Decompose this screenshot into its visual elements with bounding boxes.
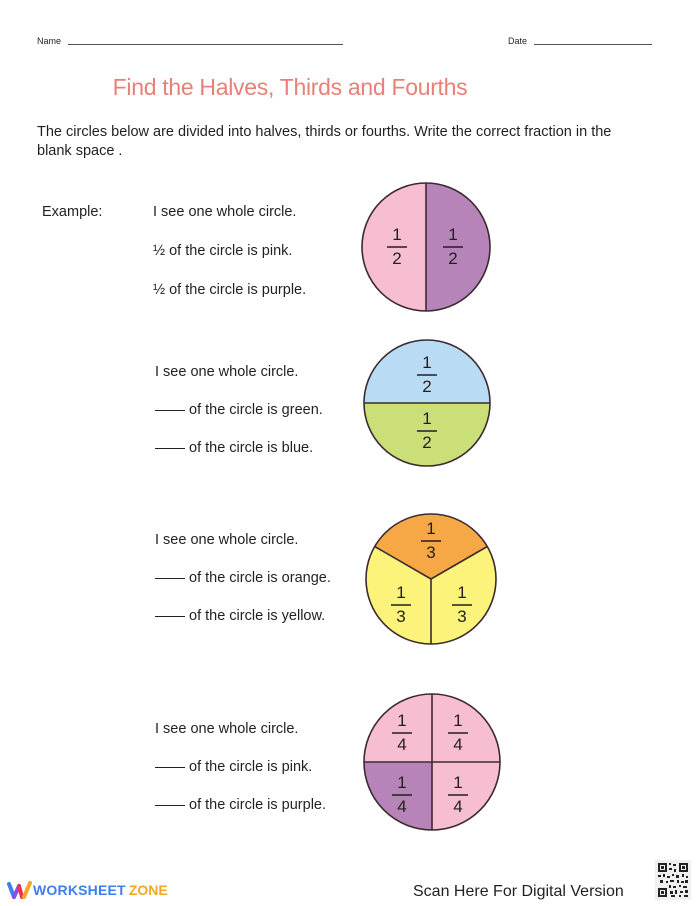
- problem-3-line-2: of the circle is pink.: [155, 759, 312, 775]
- fourths-circle-pink-purple: [362, 692, 502, 832]
- instructions: The circles below are divided into halves, thirds or fourths. Write the correct fraction in the blank space .: [37, 124, 612, 159]
- name-label: Name: [37, 36, 62, 46]
- example-halves-circle: [360, 181, 492, 313]
- page-title: Find the Halves, Thirds and Fourths: [112, 74, 468, 100]
- svg-text:2: 2: [422, 433, 432, 452]
- svg-text:1: 1: [448, 225, 458, 244]
- svg-text:4: 4: [397, 735, 407, 754]
- problem-1-line-2: of the circle is green.: [155, 402, 323, 418]
- brand-primary: WORKSHEET: [33, 882, 126, 898]
- qr-code-icon[interactable]: [655, 860, 691, 900]
- svg-text:3: 3: [426, 543, 436, 562]
- answer-blank[interactable]: [155, 410, 185, 411]
- date-field[interactable]: [534, 44, 652, 45]
- svg-text:1: 1: [426, 519, 436, 538]
- thirds-circle-orange-yellow: [364, 512, 498, 646]
- svg-text:1: 1: [422, 409, 432, 428]
- svg-text:3: 3: [457, 607, 467, 626]
- problem-1-line-1: I see one whole circle.: [155, 364, 299, 380]
- halves-circle-blue-green: [362, 338, 492, 468]
- example-label: Example:: [42, 204, 103, 220]
- example-line-3: ½ of the circle is purple.: [153, 282, 307, 298]
- example-line-1: I see one whole circle.: [153, 204, 297, 220]
- svg-text:2: 2: [422, 377, 432, 396]
- answer-blank[interactable]: [155, 448, 185, 449]
- name-field[interactable]: [68, 44, 343, 45]
- svg-text:1: 1: [397, 711, 407, 730]
- svg-text:1: 1: [396, 583, 406, 602]
- svg-text:4: 4: [453, 735, 463, 754]
- problem-1-line-3: of the circle is blue.: [155, 440, 313, 456]
- answer-blank[interactable]: [155, 616, 185, 617]
- w-logo-icon: [7, 880, 33, 900]
- problem-2-line-3: of the circle is yellow.: [155, 608, 325, 624]
- worksheetzone-logo[interactable]: [7, 880, 168, 900]
- example-line-2: ½ of the circle is pink.: [153, 243, 293, 259]
- svg-text:2: 2: [448, 249, 458, 268]
- svg-text:4: 4: [397, 797, 407, 816]
- svg-text:1: 1: [457, 583, 467, 602]
- svg-text:1: 1: [397, 773, 407, 792]
- date-label: Date: [508, 36, 528, 46]
- svg-text:4: 4: [453, 797, 463, 816]
- svg-text:3: 3: [396, 607, 406, 626]
- problem-3-line-1: I see one whole circle.: [155, 721, 299, 737]
- problem-2-line-1: I see one whole circle.: [155, 532, 299, 548]
- svg-text:1: 1: [453, 773, 463, 792]
- svg-text:1: 1: [422, 353, 432, 372]
- answer-blank[interactable]: [155, 805, 185, 806]
- svg-text:1: 1: [453, 711, 463, 730]
- problem-2-line-2: of the circle is orange.: [155, 570, 331, 586]
- svg-text:1: 1: [392, 225, 402, 244]
- answer-blank[interactable]: [155, 767, 185, 768]
- answer-blank[interactable]: [155, 578, 185, 579]
- brand-secondary: ZONE: [128, 882, 168, 898]
- svg-text:2: 2: [392, 249, 402, 268]
- problem-3-line-3: of the circle is purple.: [155, 797, 326, 813]
- scan-text: Scan Here For Digital Version: [413, 883, 624, 900]
